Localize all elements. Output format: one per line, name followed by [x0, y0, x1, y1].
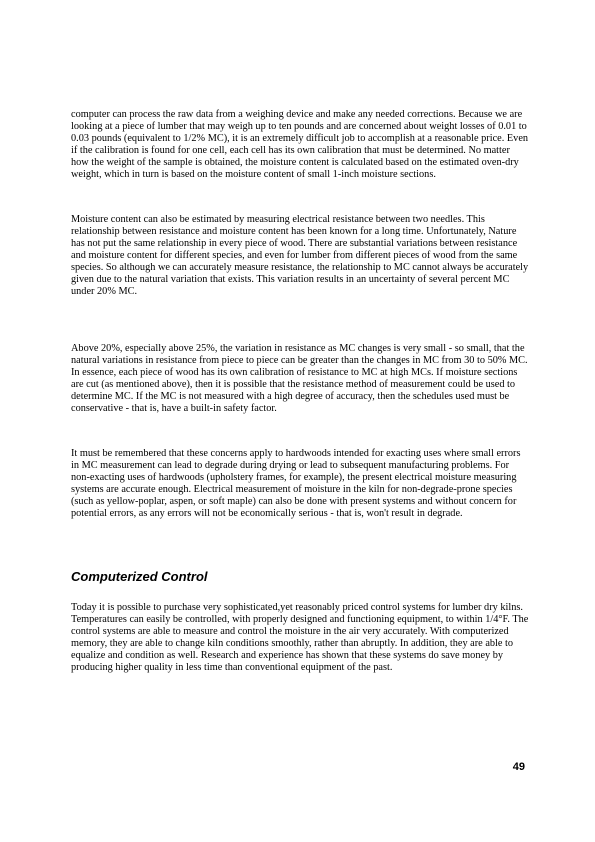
paragraph-hardwood-concerns: It must be remembered that these concerns apply to hardwoods intended for exacting uses where small errors in MC measurement can lead to degrade during drying or lead to subsequent manufacturing problems. For non-exacting uses of hardwoods (upholstery frames, for example), the present electrical moisture measuring systems are accurate enough. Electrical measurement of moisture in the kiln for non-degrade-prone species (such as yellow-poplar, aspen, or soft maple) can also be done with present systems and without concern for potential errors, as any errors will not be economically serious - that is, won't result in degrade.: [71, 448, 521, 520]
page-number: 49: [512, 761, 525, 773]
paragraph-control-systems: Today it is possible to purchase very sophisticated,yet reasonably priced control systems for lumber dry kilns. Temperatures can easily be controlled, with properly designed and functioning equipment, to within 1/4°F. The control systems are able to measure and control the moisture in the air very accurately. With computerized memory, they are able to change kiln conditions smoothly, rather than abruptly. In addition, they are able to equalize and condition as well. Research and experience has shown that these systems do save money by producing higher quality in less time than conventional equipment of the past.: [71, 602, 529, 674]
paragraph-resistance-variation: Above 20%, especially above 25%, the variation in resistance as MC changes is very small - so small, that the natural variations in resistance from piece to piece can be greater than the changes in MC from 30 to 50% MC. In essence, each piece of wood has its own calibration of resistance to MC at high MCs. If moisture sections are cut (as mentioned above), then it is possible that the resistance method of measurement could be used to determine MC. If the MC is not measured with a high degree of accuracy, then the schedules used must be conservative - that is, have a built-in safety factor.: [71, 343, 528, 415]
paragraph-weighing-calibration: computer can process the raw data from a weighing device and make any needed corrections. Because we are looking at a piece of lumber that may weigh up to ten pounds and are concerned about weight losses of 0.01 to 0.03 pounds (equivalent to 1/2% MC), it is an extremely difficult job to accomplish at a reasonable price. Even if the calibration is found for one cell, each cell has its own calibration that must be determined. No matter how the weight of the sample is obtained, the moisture content is calculated based on the estimated oven-dry weight, which in turn is based on the moisture content of small 1-inch moisture sections.: [71, 109, 529, 181]
section-heading-computerized-control: Computerized Control: [71, 569, 208, 584]
paragraph-electrical-resistance: Moisture content can also be estimated by measuring electrical resistance between two needles. This relationship between resistance and moisture content has been known for a long time. Unfortunately, Nature has not put the same relationship in every piece of wood. There are substantial variations between resistance and moisture content for different species, and even for lumber from different pieces of wood from the same species. So although we can accurately measure resistance, the relationship to MC cannot always be accurately given due to the natural variation that exists. This variation results in an uncertainty of several percent MC under 20% MC.: [71, 214, 529, 298]
